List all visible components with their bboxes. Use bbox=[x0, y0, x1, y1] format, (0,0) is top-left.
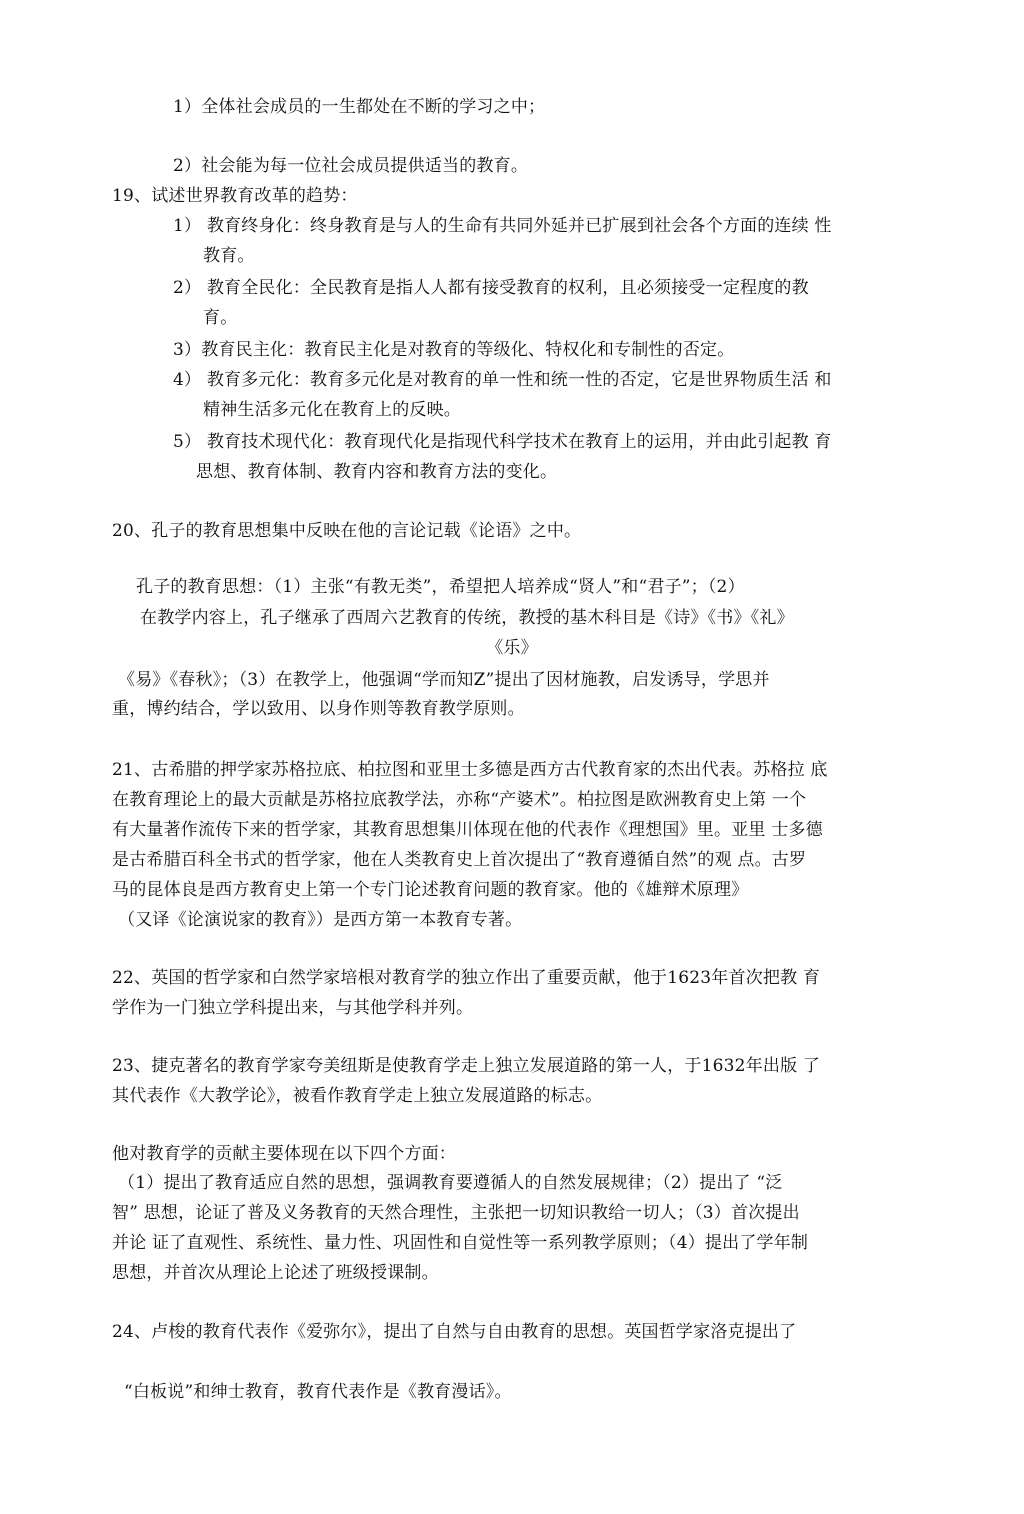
text-line: 《乐》 bbox=[486, 638, 538, 658]
text-line: 在教学内容上，孔子继承了西周六艺教育的传统，教授的基木科目是《诗》《书》《礼》 bbox=[140, 608, 794, 628]
section-heading: 19、试述世界教育改革的趋势： bbox=[112, 186, 358, 206]
section-heading: 21、古希腊的押学家苏格拉底、柏拉图和亚里士多德是西方古代教育家的杰出代表。苏格拉 底 bbox=[112, 760, 828, 780]
text-line: 在教育理论上的最大贡献是苏格拉底教学法，亦称“产婆术”。柏拉图是欧洲教育史上第 一个 bbox=[112, 790, 807, 810]
text-line: （又译《论演说家的教育》）是西方第一本教育专著。 bbox=[118, 910, 523, 930]
text-line: 马的昆体良是西方教育史上第一个专门论述教育问题的教育家。他的《雄辩术原理》 bbox=[112, 880, 749, 900]
text-line: 有大量著作流传下来的哲学家，其教育思想集川体现在他的代表作《理想国》里。亚里 士多德 bbox=[112, 820, 823, 840]
text-line: 学作为一门独立学科提出来，与其他学科并列。 bbox=[112, 998, 474, 1018]
list-item: 3）教育民主化：教育民主化是对教育的等级化、特权化和专制性的否定。 bbox=[173, 340, 735, 360]
text-line: 智” 思想，论证了普及义务教育的天然合理性，主张把一切知识教给一切人；（3）首次提出 bbox=[112, 1203, 800, 1223]
text-line: 他对教育学的贡献主要体现在以下四个方面： bbox=[112, 1144, 456, 1164]
section-heading: 20、孔子的教育思想集中反映在他的言论记载《论语》之中。 bbox=[112, 521, 582, 541]
section-heading: 24、卢梭的教育代表作《爱弥尔》，提出了自然与自由教育的思想。英国哲学家洛克提出了 bbox=[112, 1322, 797, 1342]
list-item: 1） 教育终身化：终身教育是与人的生命有共同外延并已扩展到社会各个方面的连续 性 bbox=[173, 216, 832, 236]
text-line: （1）提出了教育适应自然的思想，强调教育要遵循人的自然发展规律；（2）提出了 “泛 bbox=[118, 1173, 783, 1193]
text-line: 思想，并首次从理论上论述了班级授课制。 bbox=[112, 1263, 439, 1283]
list-item: 4） 教育多元化：教育多元化是对教育的单一性和统一性的否定，它是世界物质生活 和 bbox=[173, 370, 832, 390]
text-line: 2）社会能为每一位社会成员提供适当的教育。 bbox=[173, 156, 529, 176]
text-line: 孔子的教育思想：（1）主张“有教无类”，希望把人培养成“贤人”和“君子”；（2） bbox=[136, 577, 745, 597]
list-item: 2） 教育全民化：全民教育是指人人都有接受教育的权利，且必须接受一定程度的教 bbox=[173, 278, 809, 298]
text-line: 教育。 bbox=[203, 246, 255, 266]
section-heading: 23、捷克著名的教育学家夸美纽斯是使教育学走上独立发展道路的第一人，于1632年出版 了 bbox=[112, 1056, 821, 1076]
text-line: 《易》《春秋》；（3）在教学上，他强调“学而知Z”提出了因材施教，启发诱导，学思并 bbox=[118, 670, 770, 690]
text-line: “白板说”和绅士教育，教育代表作是《教育漫话》。 bbox=[124, 1382, 512, 1402]
section-heading: 22、英国的哲学家和白然学家培根对教育学的独立作出了重要贡献，他于1623年首次把教 育 bbox=[112, 968, 821, 988]
text-line: 思想、教育体制、教育内容和教育方法的变化。 bbox=[196, 462, 558, 482]
text-line: 是古希腊百科全书式的哲学家，他在人类教育史上首次提出了“教育遵循自然”的观 点。古罗 bbox=[112, 850, 807, 870]
list-item: 5） 教育技术现代化：教育现代化是指现代科学技术在教育上的运用，并由此引起教 育 bbox=[173, 432, 832, 452]
text-line: 精神生活多元化在教育上的反映。 bbox=[203, 400, 461, 420]
text-line: 重，博约结合，学以致用、以身作则等教育教学原则。 bbox=[112, 699, 525, 719]
text-line: 1）全体社会成员的一生都处在不断的学习之中； bbox=[173, 97, 546, 117]
text-line: 育。 bbox=[203, 308, 238, 328]
text-line: 并论 证了直观性、系统性、量力性、巩固性和自觉性等一系列教学原则；（4）提出了学年制 bbox=[112, 1233, 809, 1253]
text-line: 其代表作《大教学论》，被看作教育学走上独立发展道路的标志。 bbox=[112, 1086, 603, 1106]
